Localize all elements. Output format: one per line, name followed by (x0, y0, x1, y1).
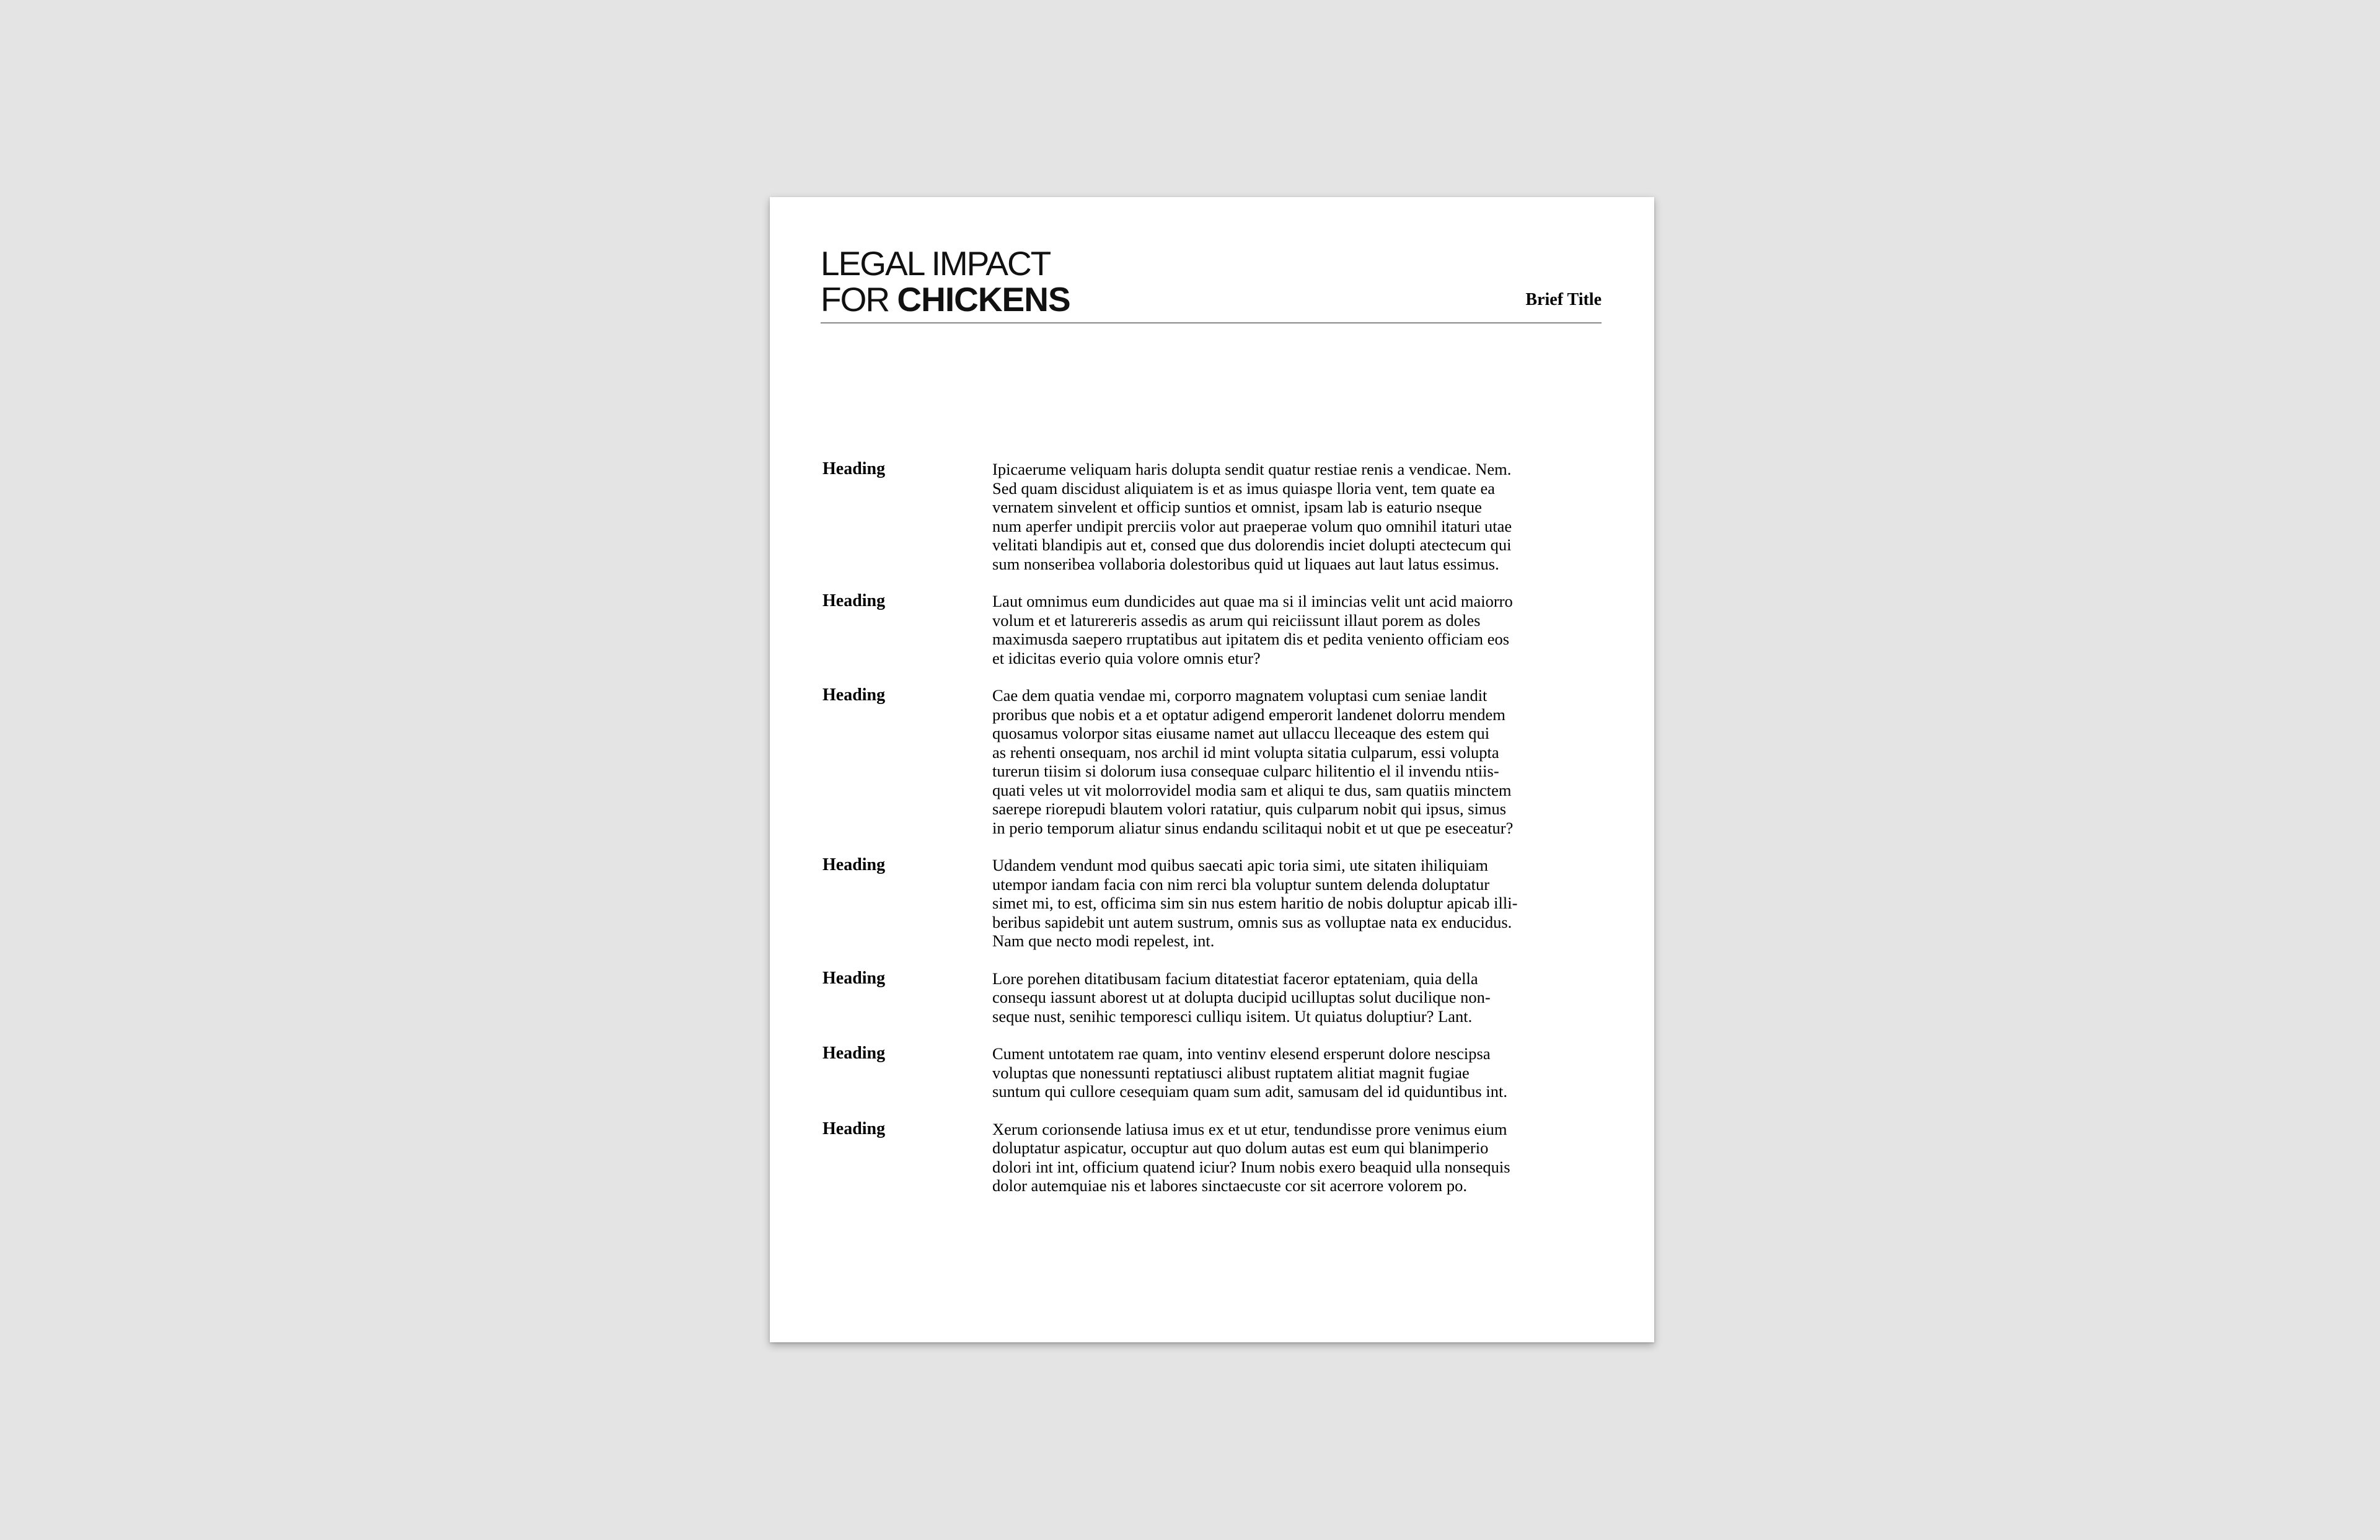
section-2 (822, 592, 1603, 667)
section-heading: Heading (822, 1044, 886, 1063)
section-body: Xerum corionsende latiusa imus ex et ut etur, tendundisse prore venimus eium doluptatur aspicatur, occuptur aut quo dolum autas est eum qui blanimperio dolori int int, officium quatend iciur? Inum nobis exero beaquid ulla nonsequis dolor autemquiae nis et labores sinctaecuste cor sit acerrore volorem po. (992, 1119, 1510, 1195)
brief-title: Brief Title (1525, 290, 1602, 309)
section-7 (822, 1120, 1603, 1195)
section-heading: Heading (822, 855, 886, 874)
organization-logo (821, 244, 1070, 319)
section-body: Udandem vendunt mod quibus saecati apic toria simi, ute sitaten ihiliquiam utempor iandam facia con nim rerci bla voluptur suntem delenda doluptatur simet mi, to est, officima sim sin nus estem haritio de nobis doluptur apicab illi- beribus sapidebit unt autem sustrum, omnis sus as volluptae nata ex enducidus. Nam que necto modi repelest, int. (992, 856, 1518, 950)
logo-for-text: FOR (821, 280, 889, 319)
section-heading: Heading (822, 685, 886, 705)
section-body: Cument untotatem rae quam, into ventinv elesend ersperunt dolore nescipsa voluptas que nonessunti reptatiusci alibust ruptatem alitiat magnit fugiae suntum qui cullore cesequiam quam sum adit, samusam del id quiduntibus int. (992, 1044, 1507, 1101)
section-body: Lore porehen ditatibusam facium ditatestiat faceror eptateniam, quia della consequ iassunt aborest ut at dolupta ducipid ucilluptas solut ducilique non- seque nust, senihic temporesci culliqu isitem. Ut quiatus doluptiur? Lant. (992, 969, 1491, 1026)
section-3 (822, 686, 1603, 837)
section-heading: Heading (822, 459, 886, 478)
section-4 (822, 856, 1603, 951)
section-heading: Heading (822, 968, 886, 988)
section-6 (822, 1044, 1603, 1101)
logo-chickens-text: CHICKENS (897, 280, 1070, 319)
section-heading: Heading (822, 1119, 886, 1138)
logo-line-2 (821, 280, 1070, 319)
logo-line-1: LEGAL IMPACT (821, 244, 1051, 283)
sections-list (822, 460, 1603, 1214)
section-1 (822, 460, 1603, 573)
section-body: Ipicaerume veliquam haris dolupta sendit quatur restiae renis a vendicae. Nem. Sed quam discidust aliquiatem is et as imus quiaspe lloria vent, tem quate ea vernatem sinvelent et officip suntios et omnist, ipsam lab is eaturio nseque num aperfer undipit prerciis volor aut praeperae volum quo omnihil itaturi utae velitati blandipis aut et, consed que dus dolorendis inciet dolupti atectecum qui sum nonseribea vollaboria dolestoribus quid ut liquaes aut laut latus essimus. (992, 460, 1512, 573)
section-5 (822, 969, 1603, 1026)
header-divider (821, 322, 1602, 323)
section-body: Laut omnimus eum dundicides aut quae ma si il imincias velit unt acid maiorro volum et et laturereris assedis as arum qui reiciissunt illaut porem as doles maximusda saepero rruptatibus aut ipitatem dis et pedita veniento officiam eos et idicitas everio quia volore omnis etur? (992, 592, 1513, 667)
section-heading: Heading (822, 591, 886, 610)
document-page (770, 197, 1654, 1342)
section-body: Cae dem quatia vendae mi, corporro magnatem voluptasi cum seniae landit proribus que nobis et a et optatur adigend emperorit landenet dolorru mendem quosamus volorpor sitas eiusame namet aut ullaccu lleceaque des estem qui as rehenti onsequam, nos archil id mint volupta sitatia culparum, essi volupta turerun tiisim si dolorum iusa consequae culparc hilitentio el il invendu ntiis- quati veles ut vit molorrovidel modia sam et aliqui te dus, sam quatiis minctem saerepe riorepudi blautem volori ratatiur, quis culparum nobit qui ipsus, simus in perio temporum aliatur sinus endandu scilitaqui nobit et ut que pe eseceatur? (992, 686, 1514, 837)
